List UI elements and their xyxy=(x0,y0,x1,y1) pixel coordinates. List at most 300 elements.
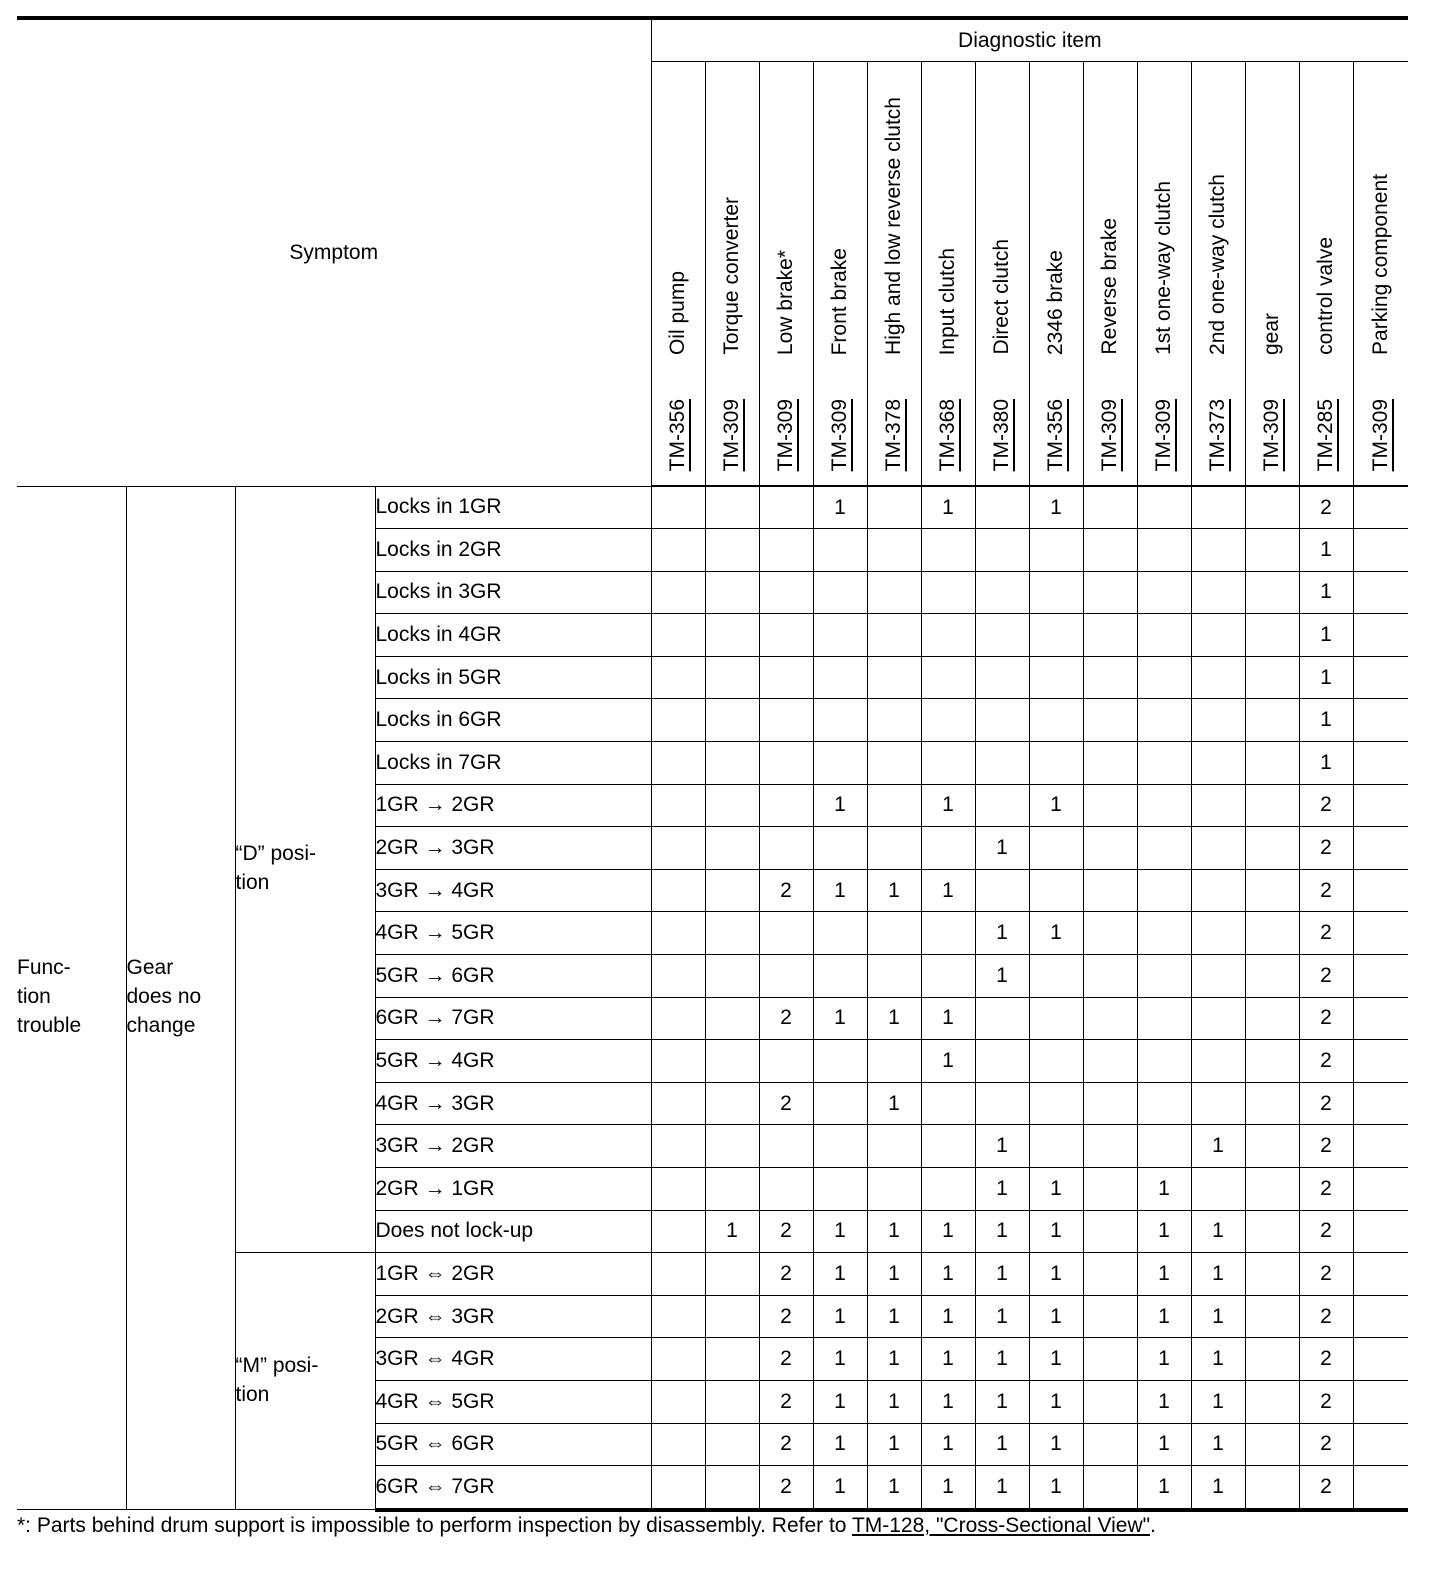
column-reference-link[interactable]: TM-309 xyxy=(828,398,851,471)
value-cell xyxy=(1353,742,1408,785)
value-cell: 1 xyxy=(1029,1466,1083,1510)
value-cell xyxy=(921,1125,975,1168)
value-cell: 1 xyxy=(921,1380,975,1423)
column-reference-link[interactable]: TM-356 xyxy=(1044,398,1067,471)
value-cell: 1 xyxy=(867,869,921,912)
value-cell xyxy=(651,1253,705,1296)
value-cell xyxy=(651,912,705,955)
value-cell xyxy=(651,1168,705,1211)
symptom-cell: Locks in 7GR xyxy=(375,742,651,785)
column-name: Parking component xyxy=(1368,174,1392,355)
value-cell xyxy=(651,529,705,572)
value-cell xyxy=(813,1040,867,1083)
value-cell xyxy=(1245,1423,1299,1466)
value-cell xyxy=(651,1040,705,1083)
value-cell xyxy=(651,869,705,912)
value-cell xyxy=(921,1168,975,1211)
value-cell xyxy=(1191,614,1245,657)
value-cell xyxy=(1029,614,1083,657)
value-cell xyxy=(1191,486,1245,529)
column-header xyxy=(813,62,867,487)
value-cell xyxy=(1353,1380,1408,1423)
value-cell xyxy=(1353,1253,1408,1296)
value-cell xyxy=(1083,827,1137,870)
value-cell xyxy=(1353,529,1408,572)
value-cell xyxy=(975,1040,1029,1083)
value-cell xyxy=(1083,656,1137,699)
value-cell xyxy=(1191,1082,1245,1125)
category-gear-no-change: Gear does no change xyxy=(126,486,235,1510)
value-cell xyxy=(867,656,921,699)
value-cell xyxy=(1137,1082,1191,1125)
value-cell: 2 xyxy=(759,1295,813,1338)
value-cell xyxy=(867,699,921,742)
value-cell: 1 xyxy=(867,1082,921,1125)
value-cell: 1 xyxy=(1137,1423,1191,1466)
value-cell: 1 xyxy=(813,1380,867,1423)
symptom-cell: 2GR → 1GR xyxy=(375,1168,651,1211)
value-cell xyxy=(975,656,1029,699)
value-cell xyxy=(867,742,921,785)
value-cell xyxy=(651,827,705,870)
value-cell xyxy=(867,571,921,614)
value-cell xyxy=(813,699,867,742)
value-cell: 2 xyxy=(1299,1082,1353,1125)
value-cell xyxy=(1191,529,1245,572)
value-cell xyxy=(813,656,867,699)
value-cell xyxy=(705,955,759,998)
value-cell: 1 xyxy=(1137,1210,1191,1253)
column-header xyxy=(1137,62,1191,487)
value-cell xyxy=(705,1125,759,1168)
value-cell: 1 xyxy=(921,1466,975,1510)
column-header xyxy=(867,62,921,487)
value-cell xyxy=(1245,1253,1299,1296)
value-cell xyxy=(813,529,867,572)
value-cell: 1 xyxy=(813,1466,867,1510)
footnote-text: *: Parts behind drum support is impossible to perform inspection by disassembly. Refer to xyxy=(17,1514,852,1537)
value-cell xyxy=(1191,827,1245,870)
value-cell: 1 xyxy=(1137,1338,1191,1381)
value-cell: 1 xyxy=(921,1423,975,1466)
value-cell: 1 xyxy=(1191,1253,1245,1296)
value-cell xyxy=(705,1040,759,1083)
value-cell xyxy=(1083,1082,1137,1125)
column-header xyxy=(1029,62,1083,487)
category-function-trouble: Func- tion trouble xyxy=(17,486,126,1510)
value-cell: 1 xyxy=(1137,1466,1191,1510)
column-name: Direct clutch xyxy=(990,239,1013,355)
symptom-cell: 4GR → 5GR xyxy=(375,912,651,955)
value-cell xyxy=(759,656,813,699)
value-cell xyxy=(1191,784,1245,827)
value-cell xyxy=(705,1380,759,1423)
column-name: Oil pump xyxy=(666,270,689,355)
value-cell xyxy=(705,1295,759,1338)
value-cell: 1 xyxy=(1191,1295,1245,1338)
value-cell: 2 xyxy=(759,997,813,1040)
value-cell xyxy=(1083,1253,1137,1296)
value-cell: 1 xyxy=(867,1423,921,1466)
value-cell xyxy=(1191,742,1245,785)
value-cell: 1 xyxy=(921,997,975,1040)
symptom-cell: 5GR → 4GR xyxy=(375,1040,651,1083)
value-cell xyxy=(651,1295,705,1338)
value-cell: 1 xyxy=(975,1423,1029,1466)
value-cell: 2 xyxy=(1299,1040,1353,1083)
value-cell xyxy=(867,784,921,827)
column-header xyxy=(759,62,813,487)
value-cell xyxy=(1353,656,1408,699)
value-cell xyxy=(651,486,705,529)
value-cell: 1 xyxy=(867,1210,921,1253)
value-cell xyxy=(1029,997,1083,1040)
value-cell xyxy=(705,1253,759,1296)
value-cell xyxy=(975,742,1029,785)
value-cell xyxy=(1137,997,1191,1040)
value-cell: 1 xyxy=(705,1210,759,1253)
value-cell xyxy=(1029,869,1083,912)
value-cell: 2 xyxy=(1299,1253,1353,1296)
value-cell xyxy=(759,784,813,827)
value-cell: 1 xyxy=(975,1125,1029,1168)
value-cell: 1 xyxy=(921,784,975,827)
value-cell xyxy=(705,1168,759,1211)
value-cell: 1 xyxy=(1029,1210,1083,1253)
symptom-cell: 4GR ⇔ 5GR xyxy=(375,1380,651,1423)
value-cell xyxy=(651,955,705,998)
column-reference-link[interactable]: TM-373 xyxy=(1206,398,1229,471)
value-cell xyxy=(867,1040,921,1083)
value-cell xyxy=(651,997,705,1040)
value-cell xyxy=(759,571,813,614)
value-cell: 1 xyxy=(975,1338,1029,1381)
column-name: Front brake xyxy=(828,247,851,355)
column-reference-link[interactable]: TM-378 xyxy=(882,398,905,471)
value-cell xyxy=(1137,486,1191,529)
column-name: Low brake* xyxy=(774,249,797,355)
value-cell xyxy=(867,912,921,955)
symptom-cell: 6GR ⇔ 7GR xyxy=(375,1466,651,1510)
column-reference-link[interactable]: TM-380 xyxy=(990,398,1013,471)
value-cell: 1 xyxy=(813,1295,867,1338)
value-cell: 1 xyxy=(867,1338,921,1381)
value-cell xyxy=(1137,529,1191,572)
value-cell: 2 xyxy=(759,1082,813,1125)
value-cell xyxy=(651,742,705,785)
value-cell xyxy=(759,1125,813,1168)
value-cell: 2 xyxy=(759,869,813,912)
column-reference-link[interactable]: TM-356 xyxy=(666,398,689,471)
value-cell xyxy=(705,827,759,870)
value-cell: 2 xyxy=(759,1380,813,1423)
value-cell: 1 xyxy=(867,997,921,1040)
value-cell xyxy=(759,912,813,955)
value-cell: 1 xyxy=(1299,656,1353,699)
value-cell xyxy=(1353,1423,1408,1466)
value-cell: 2 xyxy=(1299,827,1353,870)
value-cell xyxy=(705,742,759,785)
value-cell xyxy=(1137,827,1191,870)
value-cell xyxy=(1191,571,1245,614)
value-cell: 1 xyxy=(975,1210,1029,1253)
value-cell: 1 xyxy=(921,1253,975,1296)
value-cell xyxy=(1353,1168,1408,1211)
value-cell xyxy=(1083,1168,1137,1211)
value-cell xyxy=(813,1125,867,1168)
value-cell xyxy=(1353,571,1408,614)
column-name: Torque converter xyxy=(720,197,743,355)
value-cell xyxy=(1245,997,1299,1040)
value-cell xyxy=(1191,656,1245,699)
value-cell: 1 xyxy=(813,1253,867,1296)
value-cell xyxy=(1029,827,1083,870)
symptom-cell: Locks in 1GR xyxy=(375,486,651,529)
value-cell: 1 xyxy=(813,784,867,827)
value-cell xyxy=(921,955,975,998)
value-cell xyxy=(1245,614,1299,657)
value-cell xyxy=(1137,869,1191,912)
value-cell xyxy=(1029,1125,1083,1168)
footnote-end: . xyxy=(1150,1514,1156,1537)
value-cell xyxy=(1353,997,1408,1040)
value-cell: 2 xyxy=(1299,912,1353,955)
value-cell: 1 xyxy=(1029,1423,1083,1466)
value-cell xyxy=(705,571,759,614)
value-cell: 1 xyxy=(1299,571,1353,614)
column-reference-link[interactable]: TM-309 xyxy=(1260,398,1283,471)
value-cell: 2 xyxy=(1299,1338,1353,1381)
value-cell: 1 xyxy=(1029,912,1083,955)
value-cell xyxy=(1245,1040,1299,1083)
value-cell: 1 xyxy=(975,955,1029,998)
column-reference-link[interactable]: TM-309 xyxy=(1368,398,1392,471)
value-cell xyxy=(759,614,813,657)
value-cell xyxy=(1245,742,1299,785)
value-cell: 1 xyxy=(921,1338,975,1381)
column-reference-link[interactable]: TM-309 xyxy=(1098,398,1121,471)
value-cell: 1 xyxy=(813,486,867,529)
value-cell xyxy=(1353,827,1408,870)
value-cell xyxy=(759,529,813,572)
value-cell xyxy=(813,742,867,785)
value-cell xyxy=(975,1082,1029,1125)
value-cell xyxy=(705,1423,759,1466)
value-cell xyxy=(1083,1466,1137,1510)
value-cell xyxy=(921,656,975,699)
value-cell xyxy=(759,827,813,870)
value-cell xyxy=(1245,1210,1299,1253)
value-cell: 2 xyxy=(1299,955,1353,998)
value-cell: 2 xyxy=(759,1210,813,1253)
value-cell xyxy=(1191,955,1245,998)
value-cell xyxy=(705,1082,759,1125)
symptom-cell: 1GR → 2GR xyxy=(375,784,651,827)
value-cell xyxy=(975,529,1029,572)
value-cell xyxy=(1191,1168,1245,1211)
value-cell xyxy=(975,784,1029,827)
value-cell xyxy=(759,699,813,742)
value-cell: 1 xyxy=(867,1466,921,1510)
value-cell xyxy=(651,1380,705,1423)
value-cell: 2 xyxy=(1299,869,1353,912)
value-cell xyxy=(1191,869,1245,912)
value-cell xyxy=(705,997,759,1040)
value-cell xyxy=(1191,912,1245,955)
value-cell xyxy=(867,614,921,657)
table-row xyxy=(17,486,1408,529)
value-cell xyxy=(1083,1210,1137,1253)
column-name: Input clutch xyxy=(936,247,959,355)
value-cell xyxy=(921,1082,975,1125)
symptom-cell: Locks in 2GR xyxy=(375,529,651,572)
value-cell: 1 xyxy=(1137,1253,1191,1296)
value-cell xyxy=(867,529,921,572)
value-cell xyxy=(1029,1082,1083,1125)
value-cell xyxy=(1353,1040,1408,1083)
value-cell: 2 xyxy=(759,1338,813,1381)
value-cell xyxy=(975,614,1029,657)
column-reference-link[interactable]: TM-309 xyxy=(774,398,797,471)
value-cell xyxy=(651,1423,705,1466)
value-cell xyxy=(1245,912,1299,955)
value-cell: 1 xyxy=(813,1423,867,1466)
column-header xyxy=(1245,62,1299,487)
value-cell xyxy=(759,486,813,529)
column-header xyxy=(921,62,975,487)
column-reference-link[interactable]: TM-285 xyxy=(1314,398,1337,471)
column-name: 2nd one-way clutch xyxy=(1206,174,1229,355)
value-cell xyxy=(921,529,975,572)
symptom-cell: Locks in 5GR xyxy=(375,656,651,699)
value-cell xyxy=(1245,1466,1299,1510)
value-cell xyxy=(1353,614,1408,657)
value-cell: 1 xyxy=(1029,1295,1083,1338)
value-cell xyxy=(1353,955,1408,998)
value-cell: 1 xyxy=(813,1338,867,1381)
value-cell xyxy=(1029,529,1083,572)
value-cell xyxy=(921,571,975,614)
value-cell: 1 xyxy=(1299,699,1353,742)
value-cell: 2 xyxy=(1299,1125,1353,1168)
value-cell: 2 xyxy=(1299,997,1353,1040)
value-cell xyxy=(1083,1423,1137,1466)
value-cell xyxy=(705,699,759,742)
value-cell: 1 xyxy=(1191,1423,1245,1466)
value-cell xyxy=(1245,1295,1299,1338)
footnote xyxy=(17,1514,1156,1538)
value-cell: 1 xyxy=(1299,742,1353,785)
value-cell: 1 xyxy=(975,1295,1029,1338)
symptom-cell: 3GR ⇔ 4GR xyxy=(375,1338,651,1381)
value-cell xyxy=(975,997,1029,1040)
value-cell: 1 xyxy=(921,1040,975,1083)
value-cell: 1 xyxy=(1299,529,1353,572)
column-reference-link[interactable]: TM-309 xyxy=(1152,398,1175,471)
value-cell xyxy=(1245,699,1299,742)
value-cell xyxy=(1083,529,1137,572)
value-cell: 1 xyxy=(921,869,975,912)
value-cell xyxy=(1245,529,1299,572)
column-reference-link[interactable]: TM-368 xyxy=(936,398,959,471)
value-cell xyxy=(1191,997,1245,1040)
column-name: gear xyxy=(1260,312,1283,355)
value-cell xyxy=(705,1466,759,1510)
value-cell xyxy=(1137,614,1191,657)
value-cell: 1 xyxy=(813,1210,867,1253)
value-cell: 2 xyxy=(759,1423,813,1466)
value-cell xyxy=(651,1082,705,1125)
value-cell xyxy=(1029,742,1083,785)
value-cell xyxy=(705,912,759,955)
symptom-cell: 4GR → 3GR xyxy=(375,1082,651,1125)
column-reference-link[interactable]: TM-309 xyxy=(720,398,743,471)
value-cell xyxy=(1353,869,1408,912)
symptom-cell: Locks in 3GR xyxy=(375,571,651,614)
value-cell: 1 xyxy=(975,1253,1029,1296)
value-cell: 1 xyxy=(975,1380,1029,1423)
symptom-cell: 5GR → 6GR xyxy=(375,955,651,998)
value-cell xyxy=(1083,486,1137,529)
value-cell xyxy=(1137,955,1191,998)
value-cell xyxy=(1083,784,1137,827)
value-cell: 1 xyxy=(867,1253,921,1296)
value-cell xyxy=(1083,1380,1137,1423)
value-cell xyxy=(1029,656,1083,699)
value-cell xyxy=(1191,1040,1245,1083)
value-cell xyxy=(1353,784,1408,827)
value-cell: 1 xyxy=(975,912,1029,955)
value-cell xyxy=(813,955,867,998)
value-cell: 1 xyxy=(1029,486,1083,529)
value-cell: 2 xyxy=(759,1253,813,1296)
column-name: High and low reverse clutch xyxy=(882,97,905,355)
value-cell xyxy=(1245,955,1299,998)
value-cell xyxy=(1083,742,1137,785)
value-cell xyxy=(1245,656,1299,699)
value-cell: 1 xyxy=(1137,1168,1191,1211)
symptom-cell: 3GR → 2GR xyxy=(375,1125,651,1168)
value-cell xyxy=(1137,784,1191,827)
value-cell xyxy=(867,486,921,529)
value-cell xyxy=(651,614,705,657)
value-cell xyxy=(1083,1040,1137,1083)
value-cell: 2 xyxy=(1299,1295,1353,1338)
value-cell xyxy=(705,1338,759,1381)
value-cell xyxy=(1353,912,1408,955)
value-cell xyxy=(651,1338,705,1381)
footnote-link[interactable]: TM-128, "Cross-Sectional View" xyxy=(851,1514,1151,1537)
value-cell: 2 xyxy=(1299,1210,1353,1253)
value-cell xyxy=(651,784,705,827)
value-cell xyxy=(921,742,975,785)
column-header xyxy=(1353,62,1408,487)
value-cell xyxy=(1137,699,1191,742)
value-cell xyxy=(705,486,759,529)
value-cell: 2 xyxy=(1299,1380,1353,1423)
value-cell xyxy=(1083,571,1137,614)
value-cell xyxy=(1083,869,1137,912)
value-cell xyxy=(921,699,975,742)
value-cell xyxy=(1245,1338,1299,1381)
value-cell xyxy=(1353,1295,1408,1338)
symptom-cell: 2GR ⇔ 3GR xyxy=(375,1295,651,1338)
value-cell: 1 xyxy=(1029,784,1083,827)
value-cell xyxy=(1353,1082,1408,1125)
value-cell: 1 xyxy=(921,1295,975,1338)
value-cell xyxy=(921,614,975,657)
value-cell xyxy=(651,1466,705,1510)
